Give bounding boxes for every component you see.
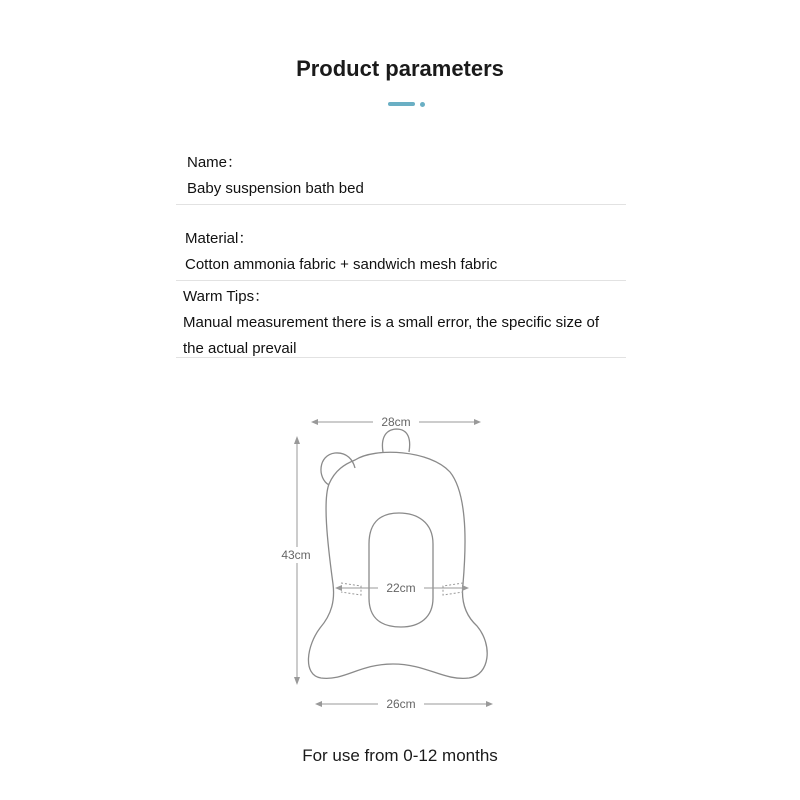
param-material (185, 226, 615, 278)
param-warm-tips-value: Manual measurement there is a small error, the specific size of the actual prevail (183, 314, 600, 357)
accent-dot (420, 102, 425, 107)
dimension-bottom-width-label: 26cm (386, 697, 416, 711)
dimension-bottom-width (315, 696, 493, 712)
param-material-value: Cotton ammonia fabric + sandwich mesh fabric (185, 256, 498, 273)
page-title: Product parameters (296, 56, 504, 81)
dimension-middle-width-label: 22cm (386, 581, 416, 595)
bear-ear (321, 453, 355, 485)
inner-seat (369, 513, 433, 627)
age-range-note: For use from 0-12 months (302, 746, 498, 765)
hanging-loop (382, 429, 409, 452)
param-warm-tips-label: Warm Tips： (183, 288, 270, 305)
dimension-top-width (311, 414, 481, 430)
bath-bed-outline (308, 429, 487, 678)
param-name (187, 150, 607, 202)
accent-bar (388, 102, 415, 106)
param-name-value: Baby suspension bath bed (187, 180, 364, 197)
divider (176, 357, 626, 358)
outer-shell (308, 452, 487, 678)
param-warm-tips (183, 284, 608, 362)
dimension-top-width-label: 28cm (381, 415, 411, 429)
dimension-middle-width (335, 580, 469, 596)
param-material-label: Material： (185, 230, 254, 247)
product-dimension-diagram (265, 400, 535, 720)
dimension-height-label: 43cm (281, 548, 311, 562)
divider (176, 280, 626, 281)
param-name-label: Name： (187, 154, 243, 171)
dimension-height (277, 436, 317, 685)
divider (176, 204, 626, 205)
